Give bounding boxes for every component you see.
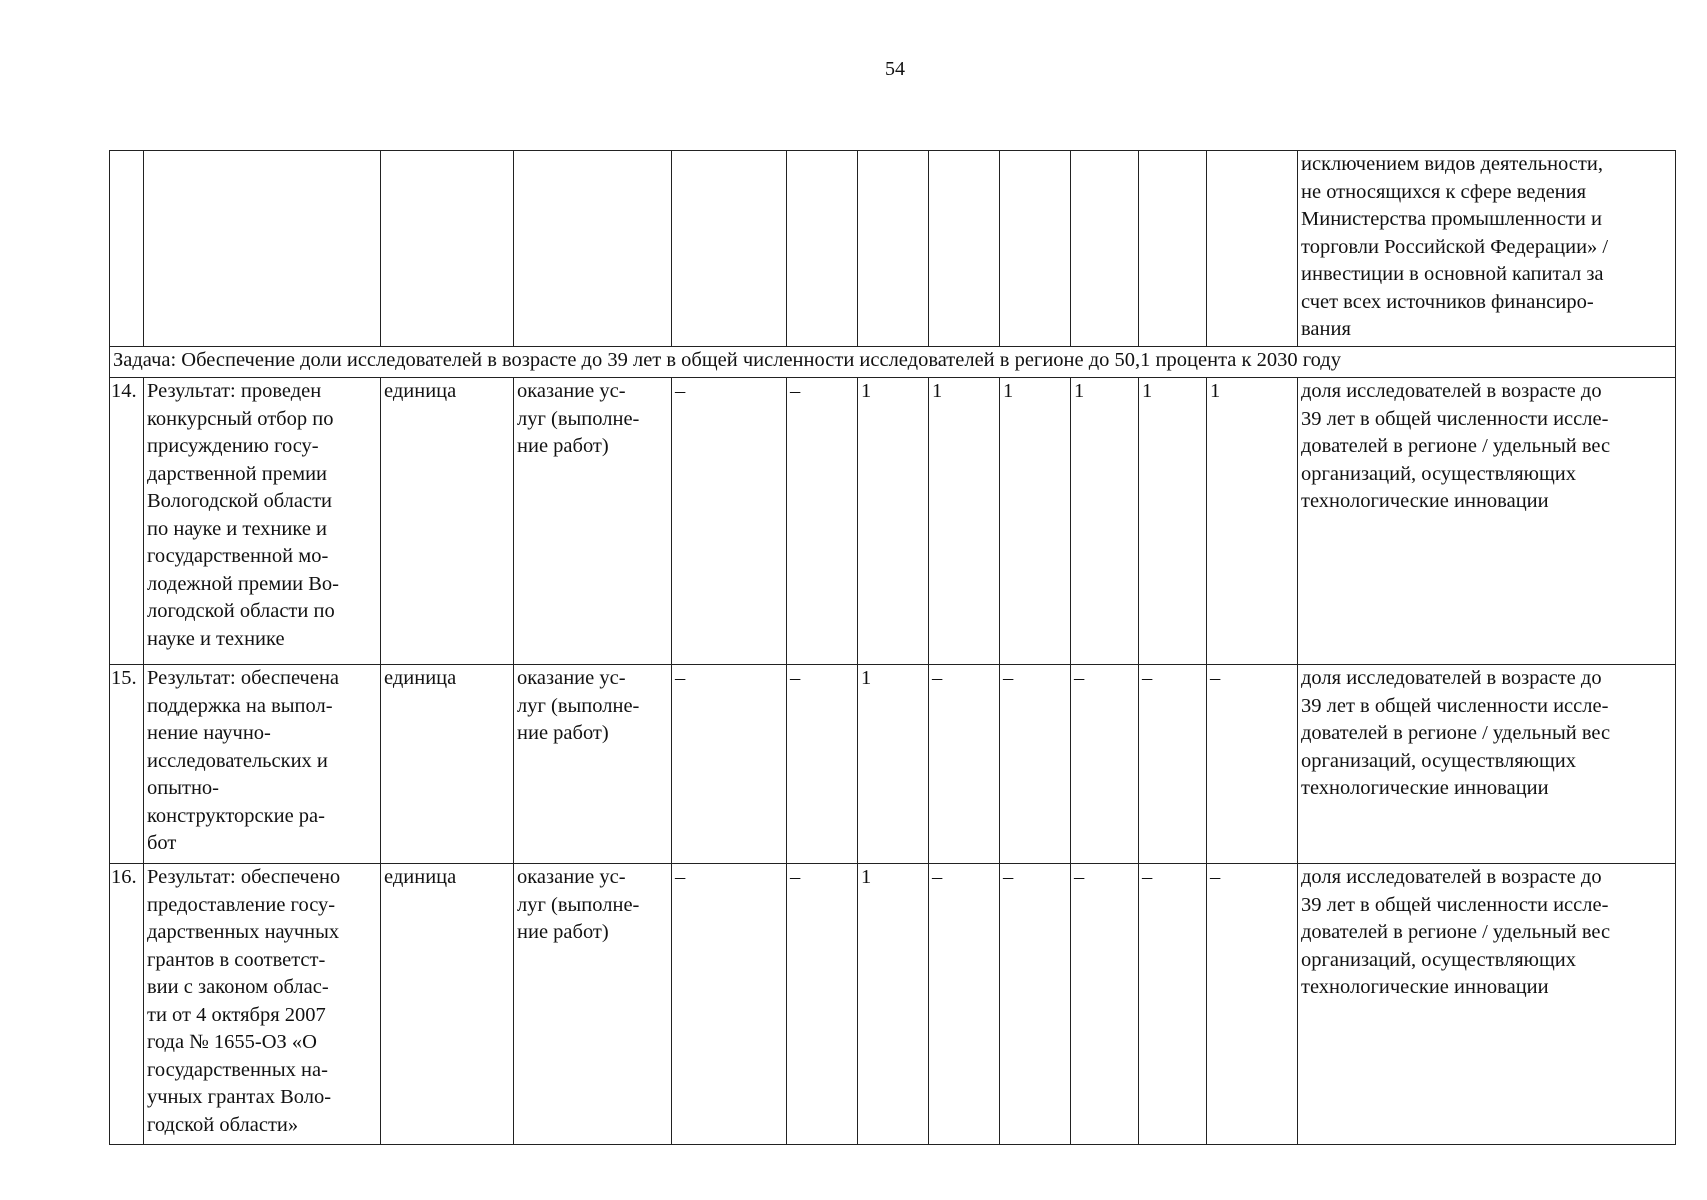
value-cell: –	[1139, 864, 1207, 1145]
value-cell: –	[787, 378, 858, 665]
value-cell: 1	[1139, 378, 1207, 665]
value-cell: –	[1071, 864, 1139, 1145]
value-cell: 1	[858, 665, 929, 864]
value-cell: –	[1139, 665, 1207, 864]
cell-result	[144, 151, 381, 347]
row-number: 15.	[110, 665, 144, 864]
table-row	[110, 378, 1676, 665]
type-text: оказание ус- луг (выполне- ние работ)	[514, 378, 672, 665]
type-text: оказание ус- луг (выполне- ние работ)	[514, 665, 672, 864]
indicator-text: доля исследователей в возрасте до 39 лет в общей численности иссле- дователей в регионе / удельный вес организаций, осуществляющих технологические инновации	[1298, 378, 1676, 665]
cell-value	[929, 151, 1000, 347]
value-cell: –	[787, 864, 858, 1145]
value-cell: –	[1207, 864, 1298, 1145]
unit-text: единица	[381, 864, 514, 1145]
table-row	[110, 665, 1676, 864]
row-number: 16.	[110, 864, 144, 1145]
results-table	[109, 150, 1676, 1145]
cell-value	[1071, 151, 1139, 347]
value-cell: –	[929, 665, 1000, 864]
value-cell: 1	[858, 864, 929, 1145]
indicator-text: доля исследователей в возрасте до 39 лет в общей численности иссле- дователей в регионе / удельный вес организаций, осуществляющих технологические инновации	[1298, 864, 1676, 1145]
value-cell: –	[1071, 665, 1139, 864]
unit-text: единица	[381, 665, 514, 864]
task-text: Задача: Обеспечение доли исследователей в возрасте до 39 лет в общей численности исследователей в регионе до 50,1 процента к 2030 году	[110, 347, 1676, 378]
value-cell: 1	[929, 378, 1000, 665]
table-row	[110, 864, 1676, 1145]
cell-value	[787, 151, 858, 347]
indicator-text: доля исследователей в возрасте до 39 лет в общей численности иссле- дователей в регионе / удельный вес организаций, осуществляющих технологические инновации	[1298, 665, 1676, 864]
value-cell: –	[1000, 864, 1071, 1145]
value-cell: 1	[1000, 378, 1071, 665]
result-text: Результат: обеспечено предоставление госу- дарственных научных грантов в соответст- вии с законом облас- ти от 4 октября 2007 года № 1655-ОЗ «О государственных на- учных грантах Воло- годской области»	[144, 864, 381, 1145]
value-cell: 1	[1207, 378, 1298, 665]
row-number: 14.	[110, 378, 144, 665]
cell-value	[672, 151, 787, 347]
cell-indicator: исключением видов деятельности, не относящихся к сфере ведения Министерства промышленности и торговли Российской Федерации» / инвестиции в основной капитал за счет всех источников финансиро- вания	[1298, 151, 1676, 347]
cell-value	[1139, 151, 1207, 347]
value-cell: –	[672, 665, 787, 864]
value-cell: 1	[858, 378, 929, 665]
cell-number	[110, 151, 144, 347]
cell-type	[514, 151, 672, 347]
cell-unit	[381, 151, 514, 347]
value-cell: –	[672, 864, 787, 1145]
value-cell: –	[1000, 665, 1071, 864]
value-cell: –	[787, 665, 858, 864]
result-text: Результат: обеспечена поддержка на выпол- нение научно- исследовательских и опытно- конструкторские ра- бот	[144, 665, 381, 864]
cell-value	[1207, 151, 1298, 347]
cell-value	[858, 151, 929, 347]
value-cell: –	[672, 378, 787, 665]
task-row	[110, 347, 1676, 378]
result-text: Результат: проведен конкурсный отбор по присуждению госу- дарственной премии Вологодской области по науке и технике и государственной мо- лодежной премии Во- логодской области по науке и технике	[144, 378, 381, 665]
value-cell: –	[929, 864, 1000, 1145]
value-cell: 1	[1071, 378, 1139, 665]
value-cell: –	[1207, 665, 1298, 864]
continuation-row	[110, 151, 1676, 347]
type-text: оказание ус- луг (выполне- ние работ)	[514, 864, 672, 1145]
unit-text: единица	[381, 378, 514, 665]
page-number: 54	[885, 58, 905, 80]
cell-value	[1000, 151, 1071, 347]
